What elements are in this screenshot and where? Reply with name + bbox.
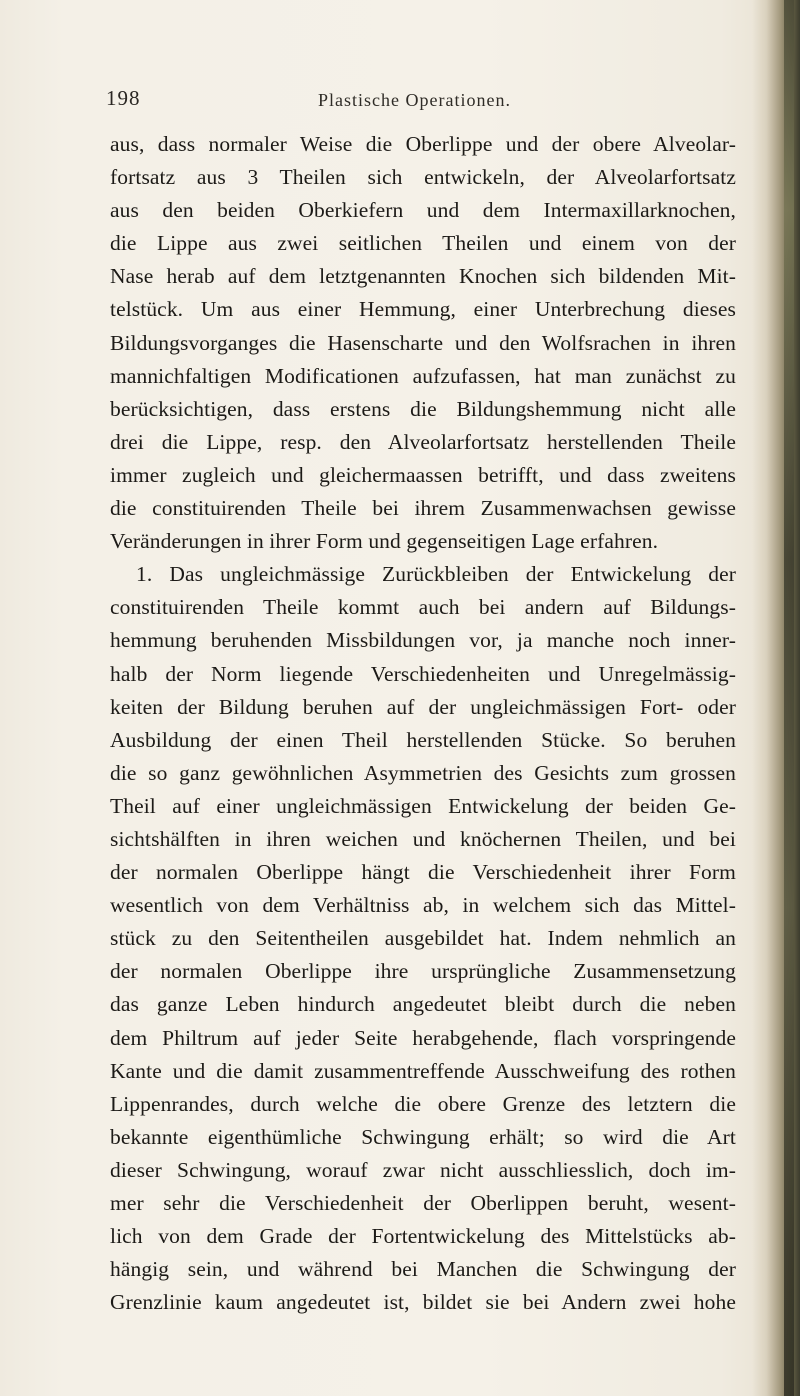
text-line: lich von dem Grade der Fortentwickelung des Mittelstücks ab-: [110, 1224, 736, 1249]
text-line: mannichfaltigen Modificationen aufzufassen, hat man zunächst zu: [110, 363, 736, 388]
text-line: Ausbildung der einen Theil herstellenden Stücke. So beruhen: [110, 727, 736, 752]
text-line: Kante und die damit zusammentreffende Ausschweifung des rothen: [110, 1058, 736, 1083]
text-line: Bildungsvorganges die Hasenscharte und den Wolfsrachen in ihren: [110, 330, 736, 355]
text-line: aus, dass normaler Weise die Oberlippe und der obere Alveolar-: [110, 132, 736, 156]
text-line: telstück. Um aus einer Hemmung, einer Unterbrechung dieses: [110, 297, 736, 322]
text-line: drei die Lippe, resp. den Alveolarfortsatz herstellenden Theile: [110, 429, 736, 454]
text-line: stück zu den Seitentheilen ausgebildet hat. Indem nehmlich an: [110, 926, 736, 951]
text-line: sichtshälften in ihren weichen und knöchernen Theilen, und bei: [110, 826, 736, 851]
text-line: Nase herab auf dem letztgenannten Knochen sich bildenden Mit-: [110, 264, 736, 289]
page-header: [106, 86, 746, 118]
text-line: Lippenrandes, durch welche die obere Grenze des letztern die: [110, 1091, 736, 1116]
running-head: Plastische Operationen.: [318, 90, 511, 110]
text-line: Veränderungen in ihrer Form und gegenseitigen Lage erfahren.: [110, 529, 659, 554]
text-line: hängig sein, und während bei Manchen die Schwingung der: [110, 1257, 736, 1282]
text-line: dieser Schwingung, worauf zwar nicht ausschliesslich, doch im-: [110, 1157, 736, 1182]
text-line: aus den beiden Oberkiefern und dem Intermaxillarknochen,: [110, 198, 736, 223]
text-line: das ganze Leben hindurch angedeutet bleibt durch die neben: [110, 992, 736, 1017]
text-line: hemmung beruhenden Missbildungen vor, ja manche noch inner-: [110, 628, 736, 653]
text-line: constituirenden Theile kommt auch bei andern auf Bildungs-: [110, 595, 736, 620]
text-line: mer sehr die Verschiedenheit der Oberlippen beruht, wesent-: [110, 1191, 736, 1215]
page-number: 198: [106, 86, 141, 110]
body-text: [110, 128, 736, 1319]
text-line: bekannte eigenthümliche Schwingung erhält; so wird die Art: [110, 1124, 736, 1149]
text-line: immer zugleich und gleichermaassen betrifft, und dass zweitens: [110, 462, 736, 487]
text-line: dem Philtrum auf jeder Seite herabgehende, flach vorspringende: [110, 1025, 736, 1050]
text-line: die constituirenden Theile bei ihrem Zusammenwachsen gewisse: [110, 496, 736, 521]
text-line: fortsatz aus 3 Theilen sich entwickeln, der Alveolarfortsatz: [110, 165, 736, 190]
text-line: keiten der Bildung beruhen auf der ungleichmässigen Fort- oder: [110, 694, 736, 719]
text-line: 1. Das ungleichmässige Zurückbleiben der Entwickelung der: [136, 562, 736, 587]
text-line: berücksichtigen, dass erstens die Bildungshemmung nicht alle: [110, 396, 736, 421]
page-binding-edge: [752, 0, 800, 1396]
text-line: halb der Norm liegende Verschiedenheiten und Unregelmässig-: [110, 661, 736, 686]
text-line: Theil auf einer ungleichmässigen Entwickelung der beiden Ge-: [110, 793, 736, 818]
text-line: wesentlich von dem Verhältniss ab, in welchem sich das Mittel-: [110, 893, 736, 918]
text-line: der normalen Oberlippe hängt die Verschiedenheit ihrer Form: [110, 860, 736, 885]
text-line: die Lippe aus zwei seitlichen Theilen und einem von der: [110, 231, 736, 256]
text-line: die so ganz gewöhnlichen Asymmetrien des Gesichts zum grossen: [110, 760, 736, 785]
text-line: der normalen Oberlippe ihre ursprüngliche Zusammensetzung: [110, 959, 736, 984]
text-line: Grenzlinie kaum angedeutet ist, bildet sie bei Andern zwei hohe: [110, 1290, 736, 1315]
